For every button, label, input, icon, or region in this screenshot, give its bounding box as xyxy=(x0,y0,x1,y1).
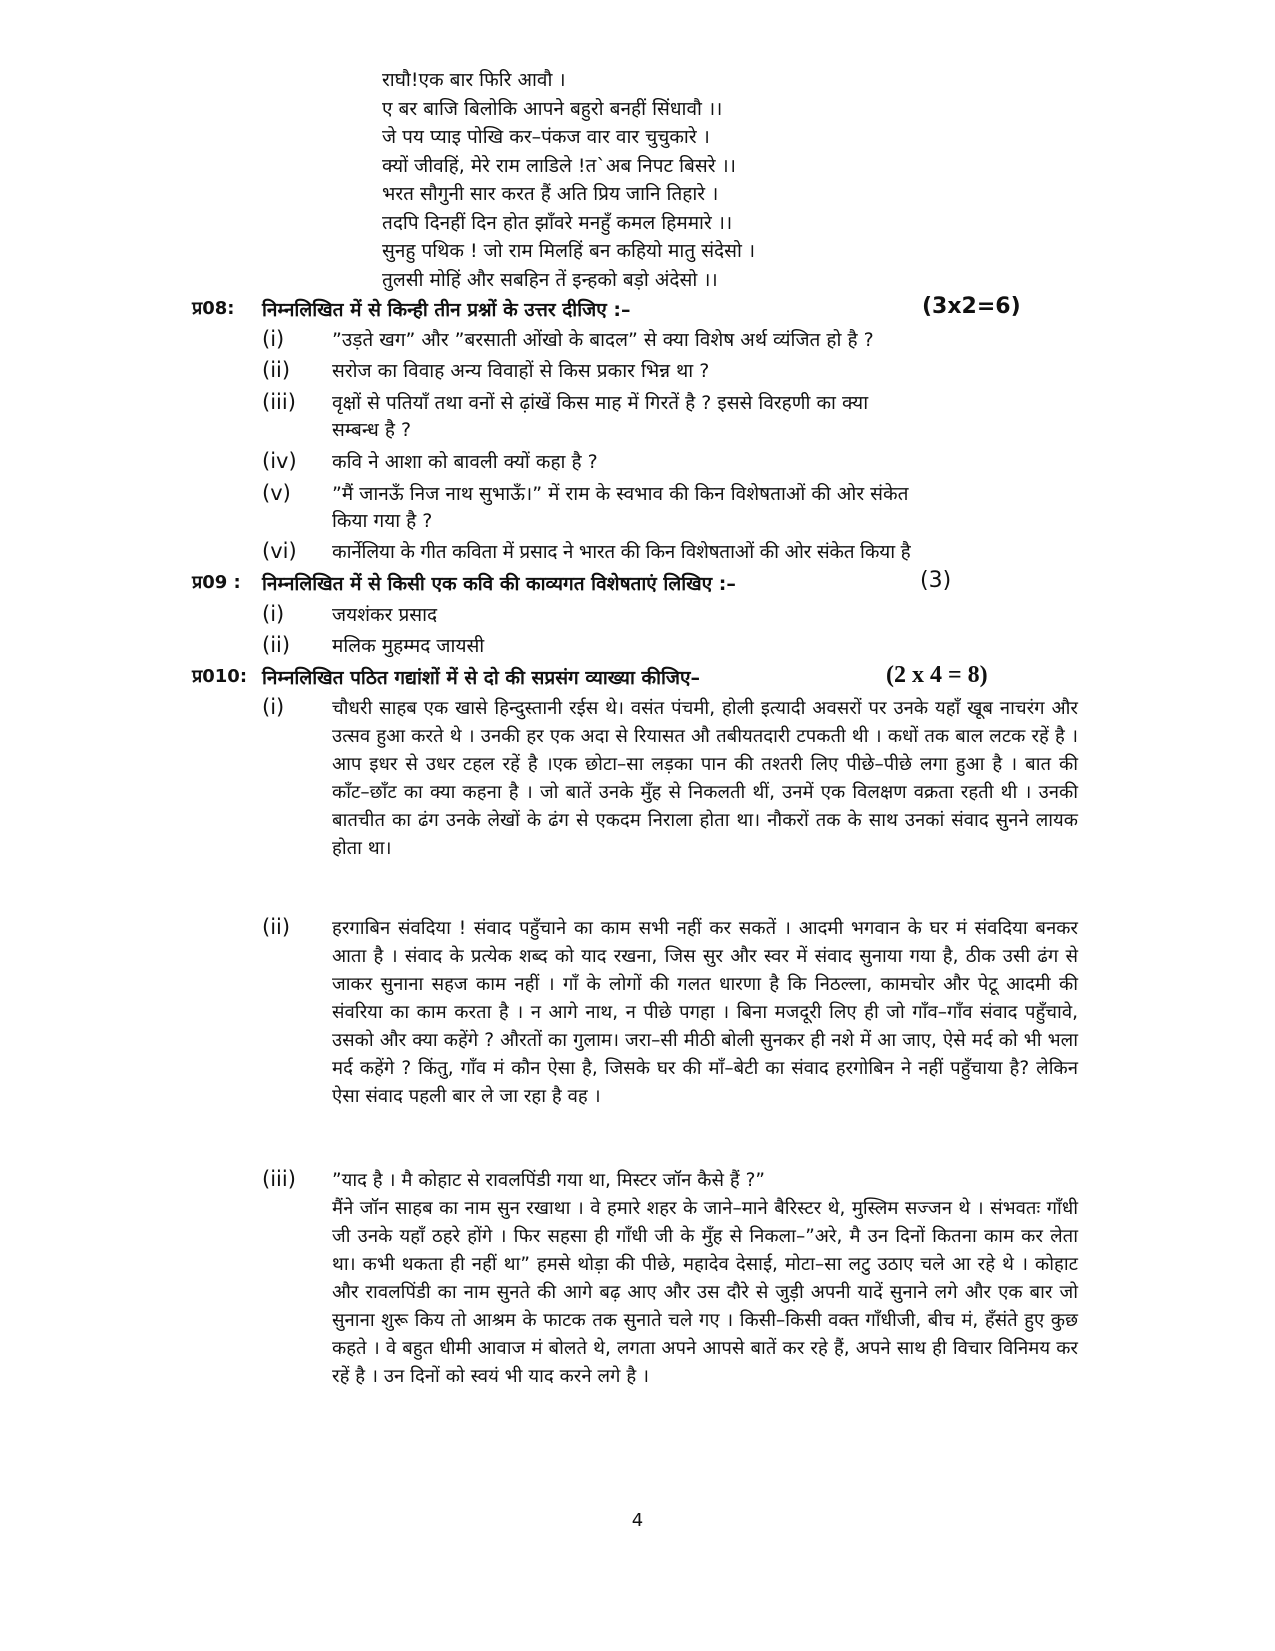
item-text: सरोज का विवाह अन्य विवाहों से किस प्रकार भिन्न था ? xyxy=(332,360,710,382)
passage-text-block xyxy=(332,1167,1078,1391)
item-text-line: वृक्षों से पतियाँ तथा वनों से ढ़ांखें किस माह में गिरतें है ? इससे विरहणी का क्या xyxy=(332,392,869,414)
item-number: (iii) xyxy=(262,1167,296,1191)
question-text: निम्नलिखित पठित गद्यांशों में से दो की सप्रसंग व्याख्या कीजिए– xyxy=(262,667,701,689)
item-number: (ii) xyxy=(262,633,291,657)
poem-line: भरत सौगुनी सार करत हैं अति प्रिय जानि तिहारे । xyxy=(382,183,719,205)
item-number: (v) xyxy=(262,481,291,505)
item-text xyxy=(332,481,908,535)
passage-text: चौधरी साहब एक खासे हिन्दुस्तानी रईस थे। वसंत पंचमी, होली इत्यादी अवसरों पर उनके यहाँ खूब नाचरंग और उत्सव हुआ करते थे । उनकी हर एक अदा से रियासत औ तबीयतदारी टपकती थी । कधों तक बाल लटक रहें है । आप इधर से उधर टहल रहें है ।एक छोटा–सा लड़का पान की तश्तरी लिए पीछे–पीछे लगा हुआ है । बात की कॉंट–छॉंट का क्या कहना है । जो बातें उनके मुँह से निकलती थीं, उनमें एक विलक्षण वक्रता रहती थी । उनकी बातचीत का ढंग उनके लेखों के ढंग से एकदम निराला होता था। नौकरों तक के साथ उनकां संवाद सुनने लायक होता था। xyxy=(332,698,1078,859)
question-9-heading xyxy=(192,570,1022,600)
passage-text: हरगाबिन संवदिया ! संवाद पहुँचाने का काम सभी नहीं कर सकतें । आदमी भगवान के घर मं संवदिया बनकर आता है । संवाद के प्रत्येक शब्द को याद रखना, जिस सुर और स्वर में संवाद सुनाया गया है, ठीक उसी ढंग से जाकर सुनाना सहज काम नहीं । गाँ के लोगों की गलत धारणा है कि निठल्ला, कामचोर और पेटू आदमी की संवरिया का काम करता है । न आगे नाथ, न पीछे पगहा । बिना मजदूरी लिए ही जो गाँव–गाँव संवाद पहुँचावे, उसको और क्या कहेंगे ? औरतों का गुलाम। जरा–सी मीठी बोली सुनकर ही नशे में आ जाए, ऐसे मर्द को भी भला मर्द कहेंगे ? किंतु, गाँव मं कौन ऐसा है, जिसके घर की माँ–बेटी का संवाद हरगोबिन ने नहीं पहुँचाया है? लेकिन ऐसा संवाद पहली बार ले जा रहा है वह । xyxy=(332,918,1078,1107)
poem-line: ए बर बाजि बिलोकि आपने बहुरो बनहीं सिंधावौ ।। xyxy=(382,97,723,120)
item-number: (i) xyxy=(262,327,285,351)
item-text-line: किया गया है ? xyxy=(332,510,433,532)
poem-line: जे पय प्याइ पोखि कर–पंकज वार वार चुचुकारे । xyxy=(382,126,710,148)
item-number: (i) xyxy=(262,695,285,719)
item-text xyxy=(332,390,868,444)
question-8-heading xyxy=(192,296,1022,326)
question-number: प्र010: xyxy=(192,666,248,687)
question-marks: (3) xyxy=(920,568,952,593)
poem-line: राघौ!एक बार फिरि आवौ । xyxy=(382,69,566,91)
item-number: (i) xyxy=(262,602,285,626)
passage-first-line: ”याद है । मै कोहाट से रावलपिंडी गया था, मिस्टर जॉन कैसे हैं ?” xyxy=(332,1170,765,1191)
item-text-line: ”मैं जानऊँ निज नाथ सुभाऊँ।” में राम के स्वभाव की किन विशेषताओं की ओर संकेत xyxy=(332,483,909,505)
item-number: (ii) xyxy=(262,915,291,939)
question-number: प्र09 : xyxy=(192,572,241,593)
item-number: (iii) xyxy=(262,390,296,414)
item-number: (ii) xyxy=(262,358,291,382)
poem-line: तुलसी मोहिं और सबहिन तें इन्हको बड़ो अंदेसो ।। xyxy=(382,268,718,291)
item-text: मलिक मुहम्मद जायसी xyxy=(332,635,485,657)
poem-line: तदपि दिनहीं दिन होत झाँवरे मनहुँ कमल हिममारे ।। xyxy=(382,211,733,234)
question-text: निम्नलिखित में से किन्ही तीन प्रश्नों के उत्तर दीजिए :– xyxy=(262,299,631,321)
item-text: जयशंकर प्रसाद xyxy=(332,604,438,626)
item-number: (vi) xyxy=(262,539,297,563)
item-text-line: सम्बन्ध है ? xyxy=(332,419,412,441)
question-10-heading xyxy=(192,664,1032,694)
question-marks: (3x2=6) xyxy=(922,294,1021,319)
question-marks: (2 x 4 = 8) xyxy=(886,662,988,688)
item-text: कार्नेलिया के गीत कविता में प्रसाद ने भारत की किन विशेषताओं की ओर संकेत किया है xyxy=(332,541,911,563)
page-number: 4 xyxy=(631,1510,644,1531)
item-text: कवि ने आशा को बावली क्यों कहा है ? xyxy=(332,451,598,473)
poem-line: क्यों जीवहिं, मेरे राम लाडिले !त`अब निपट बिसरे ।। xyxy=(382,154,736,177)
passage-text: मैंने जॉन साहब का नाम सुन रखाथा । वे हमारे शहर के जाने–माने बैरिस्टर थे, मुस्लिम सज्जन थे । संभवतः गाँधी जी उनके यहाँ ठहरे होंगे । फिर सहसा ही गाँधी जी के मुँह से निकला–”अरे, मै उन दिनों कितना काम कर लेता था। कभी थकता ही नहीं था” हमसे थोड़ा की पीछे, महादेव देसाई, मोटा–सा लटु उठाए चले आ रहे थे । कोहाट और रावलपिंडी का नाम सुनते की आगे बढ़ आए और उस दौरे से जुड़ी अपनी यादें सुनाने लगे और एक बार जो सुनाना शुरू किय तो आश्रम के फाटक तक सुनाते चले गए । किसी–किसी वक्त गाँधीजी, बीच मं, हँसंते हुए कुछ कहते । वे बहुत धीमी आवाज मं बोलते थे, लगता अपने आपसे बातें कर रहे हैं, अपने साथ ही विचार विनिमय कर रहें है । उन दिनों को स्वयं भी याद करने लगे है । xyxy=(332,1198,1078,1387)
item-text: ”उड़ते खग” और ”बरसाती ओंखो के बादल” से क्या विशेष अर्थ व्यंजित हो है ? xyxy=(332,329,874,351)
poem-line: सुनहु पथिक ! जो राम मिलहिं बन कहियो मातु संदेसो । xyxy=(382,240,756,262)
question-text: निम्नलिखित में से किसी एक कवि की काव्यगत विशेषताएं लिखिए :– xyxy=(262,573,736,595)
question-number: प्र08: xyxy=(192,298,235,319)
item-number: (iv) xyxy=(262,449,297,473)
poem-stanza xyxy=(382,66,942,294)
